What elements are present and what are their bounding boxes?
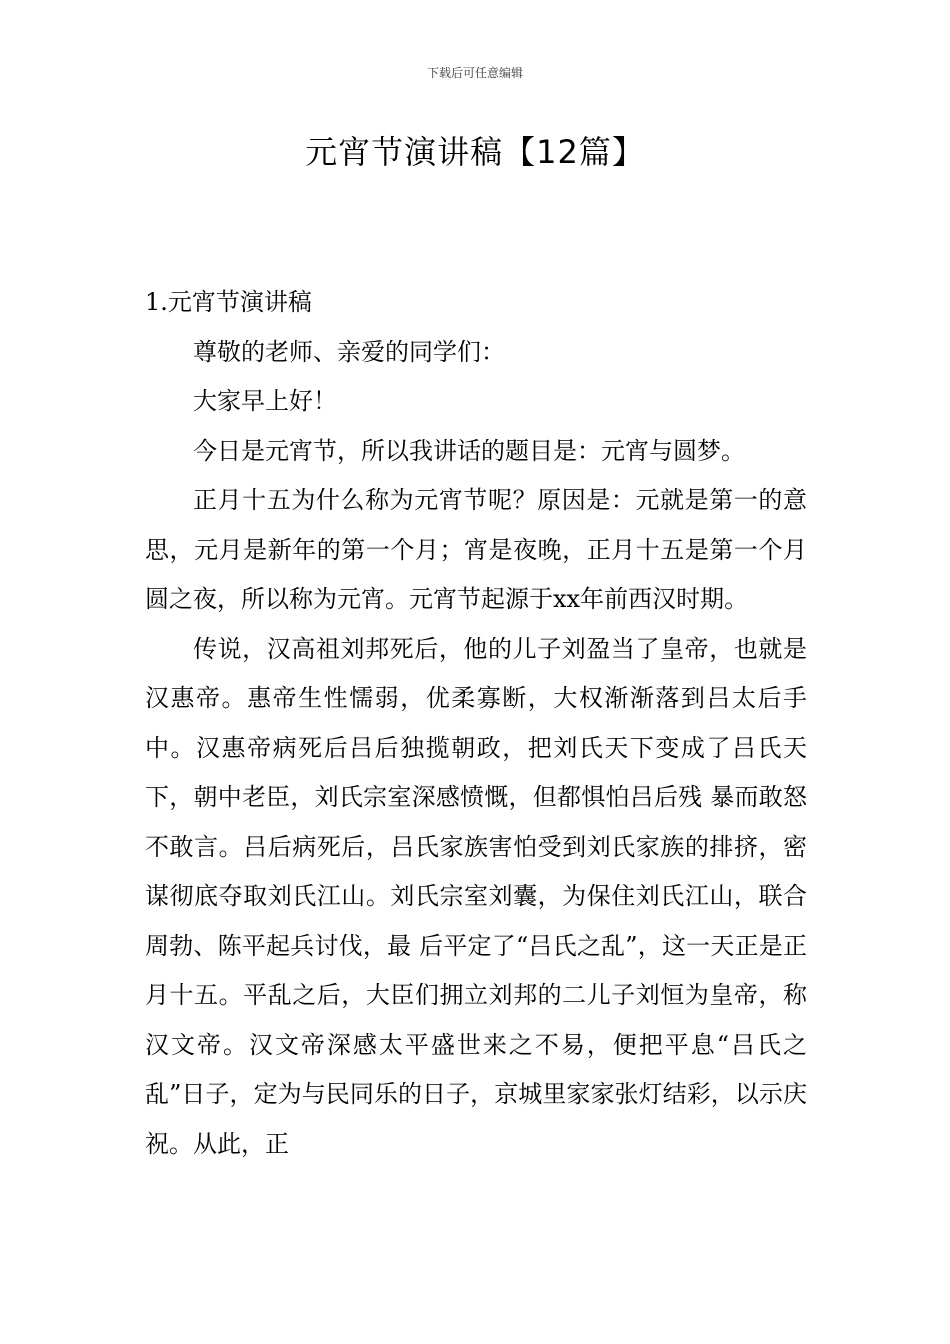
section-heading: 1.元宵节演讲稿 bbox=[145, 288, 312, 316]
document-title: 元宵节演讲稿【12篇】 bbox=[305, 133, 645, 171]
paragraph-origin: 正月十五为什么称为元宵节呢？原因是：元就是第一的意思，元月是新年的第一个月；宵是夜晚，正月十五是第一个月圆之夜，所以称为元宵。元宵节起源于xx年前西汉时期。 bbox=[145, 486, 807, 613]
header-note: 下载后可任意编辑 bbox=[426, 66, 523, 80]
document-body bbox=[145, 278, 807, 1169]
paragraph-salutation: 尊敬的老师、亲爱的同学们： bbox=[193, 337, 505, 366]
paragraph-greeting: 大家早上好！ bbox=[193, 387, 337, 415]
paragraph-legend: 传说，汉高祖刘邦死后，他的儿子刘盈当了皇帝，也就是汉惠帝。惠帝生性懦弱，优柔寡断，大权渐渐落到吕太后手中。汉惠帝病死后吕后独揽朝政，把刘氏天下变成了吕氏天下，朝中老臣，刘氏宗室深感愤慨，但都惧怕吕后残 暴而敢怒不敢言。吕后病死后，吕氏家族害怕受到刘氏家族的排挤，密谋彻底夺取刘氏江山。刘氏宗室刘囊，为保住刘氏江山，联合周勃、陈平起兵讨伐，最 后平定了“吕氏之乱”，这一天正是正月十五。平乱之后，大臣们拥立刘邦的二儿子刘恒为皇帝，称汉文帝。汉文帝深感太平盛世来之不易，便把平息“吕氏之乱”日子，定为与民同乐的日子，京城里家家张灯结彩，以示庆祝。从此，正 bbox=[145, 634, 807, 1158]
paragraph-topic: 今日是元宵节，所以我讲话的题目是：元宵与圆梦。 bbox=[193, 436, 745, 465]
